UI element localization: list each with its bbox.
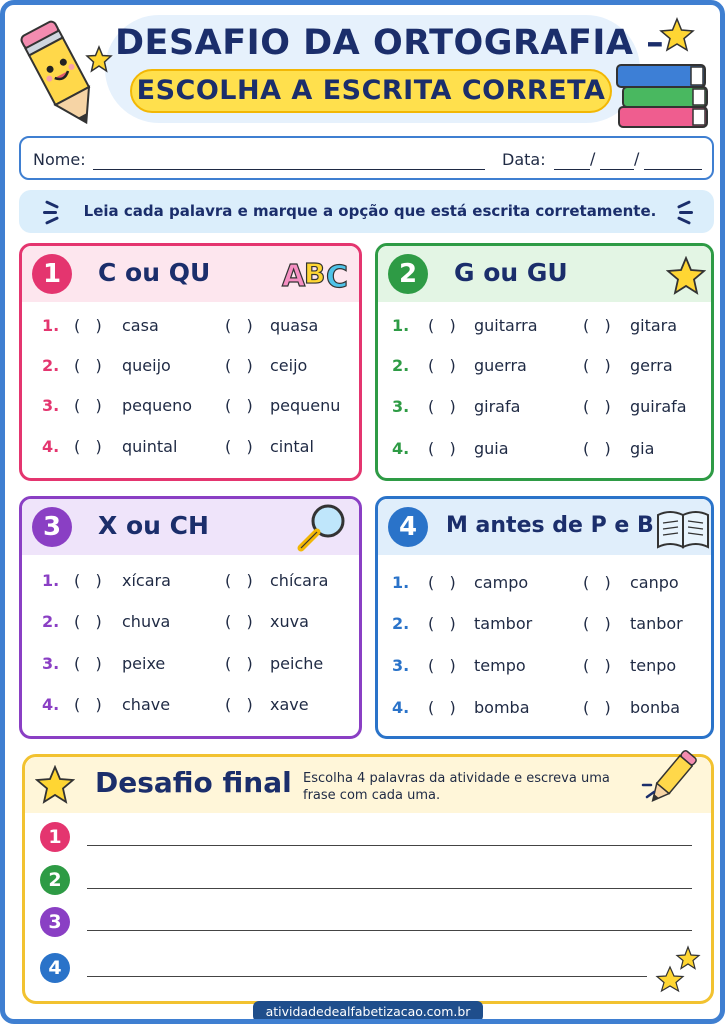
checkbox-option-b[interactable]: ( ): [225, 396, 253, 415]
option-a-word: casa: [122, 316, 159, 335]
checkbox-option-a[interactable]: ( ): [428, 573, 456, 592]
card-title: C ou QU: [98, 258, 211, 287]
checkbox-option-b[interactable]: ( ): [583, 397, 611, 416]
pencil-mascot-icon: [15, 13, 105, 135]
checkbox-option-b[interactable]: ( ): [583, 316, 611, 335]
checkbox-option-b[interactable]: ( ): [225, 612, 253, 631]
row-number: 1.: [392, 573, 410, 592]
option-b-word: gia: [630, 439, 655, 458]
svg-text:B: B: [304, 257, 326, 290]
option-b-word: cintal: [270, 437, 314, 456]
sentence-answer-line[interactable]: [87, 888, 692, 889]
row-number: 1.: [392, 316, 410, 335]
row-number: 3.: [392, 397, 410, 416]
sparkle-dash: [679, 211, 693, 214]
checkbox-option-a[interactable]: ( ): [74, 612, 102, 631]
sentence-answer-line[interactable]: [87, 845, 692, 846]
card-number-badge: 2: [388, 254, 428, 294]
sparkle-dash: [43, 211, 57, 214]
name-field[interactable]: [93, 169, 485, 170]
name-date-box: [19, 136, 714, 180]
option-b-word: gerra: [630, 356, 673, 375]
sentence-number-badge: 1: [40, 822, 70, 852]
row-number: 1.: [42, 316, 60, 335]
checkbox-option-a[interactable]: ( ): [74, 316, 102, 335]
option-a-word: xícara: [122, 571, 171, 590]
card-title: X ou CH: [98, 511, 209, 540]
abc-blocks-icon: [280, 254, 354, 298]
row-number: 2.: [42, 612, 60, 631]
option-a-word: queijo: [122, 356, 171, 375]
checkbox-option-b[interactable]: ( ): [225, 571, 253, 590]
checkbox-option-a[interactable]: ( ): [74, 571, 102, 590]
svg-text:C: C: [326, 260, 349, 294]
option-b-word: chícara: [270, 571, 329, 590]
pencil-icon: [635, 745, 705, 815]
books-stack-icon: [613, 55, 713, 135]
final-challenge-title: Desafio final: [95, 766, 292, 799]
checkbox-option-b[interactable]: ( ): [225, 695, 253, 714]
sentence-answer-line[interactable]: [87, 976, 647, 977]
checkbox-option-a[interactable]: ( ): [428, 656, 456, 675]
card-title: M antes de P e B: [446, 513, 654, 538]
website-footer: atividadedealfabetizacao.com.br: [253, 1001, 483, 1022]
option-a-word: chuva: [122, 612, 171, 631]
exercise-card-3: [19, 496, 362, 739]
option-b-word: quasa: [270, 316, 319, 335]
sentence-number-badge: 4: [40, 953, 70, 983]
exercise-card-1: [19, 243, 362, 481]
checkbox-option-a[interactable]: ( ): [428, 614, 456, 633]
checkbox-option-b[interactable]: ( ): [583, 356, 611, 375]
option-a-word: guitarra: [474, 316, 538, 335]
option-a-word: guerra: [474, 356, 527, 375]
date-day-field[interactable]: [554, 169, 590, 170]
checkbox-option-a[interactable]: ( ): [428, 439, 456, 458]
magnifier-icon: [294, 501, 350, 557]
checkbox-option-a[interactable]: ( ): [428, 316, 456, 335]
option-b-word: pequenu: [270, 396, 341, 415]
checkbox-option-b[interactable]: ( ): [583, 614, 611, 633]
option-b-word: guirafa: [630, 397, 687, 416]
checkbox-option-a[interactable]: ( ): [428, 698, 456, 717]
row-number: 4.: [392, 698, 410, 717]
checkbox-option-a[interactable]: ( ): [74, 695, 102, 714]
row-number: 4.: [392, 439, 410, 458]
option-b-word: xave: [270, 695, 309, 714]
exercise-card-4: [375, 496, 714, 739]
option-a-word: tambor: [474, 614, 533, 633]
checkbox-option-a[interactable]: ( ): [74, 437, 102, 456]
option-a-word: tempo: [474, 656, 526, 675]
date-separator: /: [634, 149, 640, 168]
option-b-word: gitara: [630, 316, 678, 335]
option-b-word: tenpo: [630, 656, 677, 675]
sentence-number-badge: 2: [40, 865, 70, 895]
star-icon: [659, 17, 695, 53]
card-title: G ou GU: [454, 258, 568, 287]
row-number: 2.: [392, 614, 410, 633]
option-b-word: ceijo: [270, 356, 308, 375]
star-icon: [666, 256, 706, 300]
checkbox-option-b[interactable]: ( ): [225, 654, 253, 673]
row-number: 3.: [392, 656, 410, 675]
sentence-number-badge: 3: [40, 907, 70, 937]
option-b-word: tanbor: [630, 614, 683, 633]
checkbox-option-a[interactable]: ( ): [428, 356, 456, 375]
checkbox-option-b[interactable]: ( ): [583, 698, 611, 717]
card-number-badge: 3: [32, 507, 72, 547]
row-number: 2.: [392, 356, 410, 375]
row-number: 4.: [42, 437, 60, 456]
option-a-word: guia: [474, 439, 509, 458]
row-number: 3.: [42, 654, 60, 673]
option-b-word: canpo: [630, 573, 679, 592]
option-b-word: bonba: [630, 698, 681, 717]
instruction-text: Leia cada palavra e marque a opção que está escrita corretamente.: [83, 202, 657, 220]
exercise-card-2: [375, 243, 714, 481]
checkbox-option-b[interactable]: ( ): [225, 356, 253, 375]
final-challenge-instruction: Escolha 4 palavras da atividade e escreva uma frase com cada uma.: [303, 771, 610, 803]
card-number-badge: 1: [32, 254, 72, 294]
checkbox-option-a[interactable]: ( ): [74, 654, 102, 673]
option-a-word: bomba: [474, 698, 530, 717]
option-a-word: quintal: [122, 437, 178, 456]
star-icon: [85, 45, 113, 73]
option-a-word: campo: [474, 573, 529, 592]
checkbox-option-b[interactable]: ( ): [583, 656, 611, 675]
page-subtitle: ESCOLHA A ESCRITA CORRETA: [136, 75, 606, 106]
checkbox-option-b[interactable]: ( ): [583, 439, 611, 458]
stars-decoration-icon: [655, 945, 705, 995]
date-month-field[interactable]: [600, 169, 634, 170]
option-b-word: peiche: [270, 654, 324, 673]
option-b-word: xuva: [270, 612, 309, 631]
row-number: 2.: [42, 356, 60, 375]
checkbox-option-a[interactable]: ( ): [74, 356, 102, 375]
page-title: DESAFIO DA ORTOGRAFIA –: [115, 23, 665, 63]
option-a-word: girafa: [474, 397, 521, 416]
date-label: Data:: [502, 150, 546, 169]
option-a-word: pequeno: [122, 396, 193, 415]
option-a-word: peixe: [122, 654, 166, 673]
open-book-icon: [654, 507, 712, 555]
date-year-field[interactable]: [644, 169, 702, 170]
date-separator: /: [590, 149, 596, 168]
checkbox-option-b[interactable]: ( ): [225, 316, 253, 335]
checkbox-option-b[interactable]: ( ): [225, 437, 253, 456]
checkbox-option-a[interactable]: ( ): [428, 397, 456, 416]
checkbox-option-a[interactable]: ( ): [74, 396, 102, 415]
name-label: Nome:: [33, 150, 86, 169]
row-number: 4.: [42, 695, 60, 714]
row-number: 3.: [42, 396, 60, 415]
row-number: 1.: [42, 571, 60, 590]
star-icon: [35, 765, 75, 805]
card-number-badge: 4: [388, 507, 428, 547]
checkbox-option-b[interactable]: ( ): [583, 573, 611, 592]
svg-text:A: A: [282, 259, 306, 294]
option-a-word: chave: [122, 695, 171, 714]
sentence-answer-line[interactable]: [87, 930, 692, 931]
